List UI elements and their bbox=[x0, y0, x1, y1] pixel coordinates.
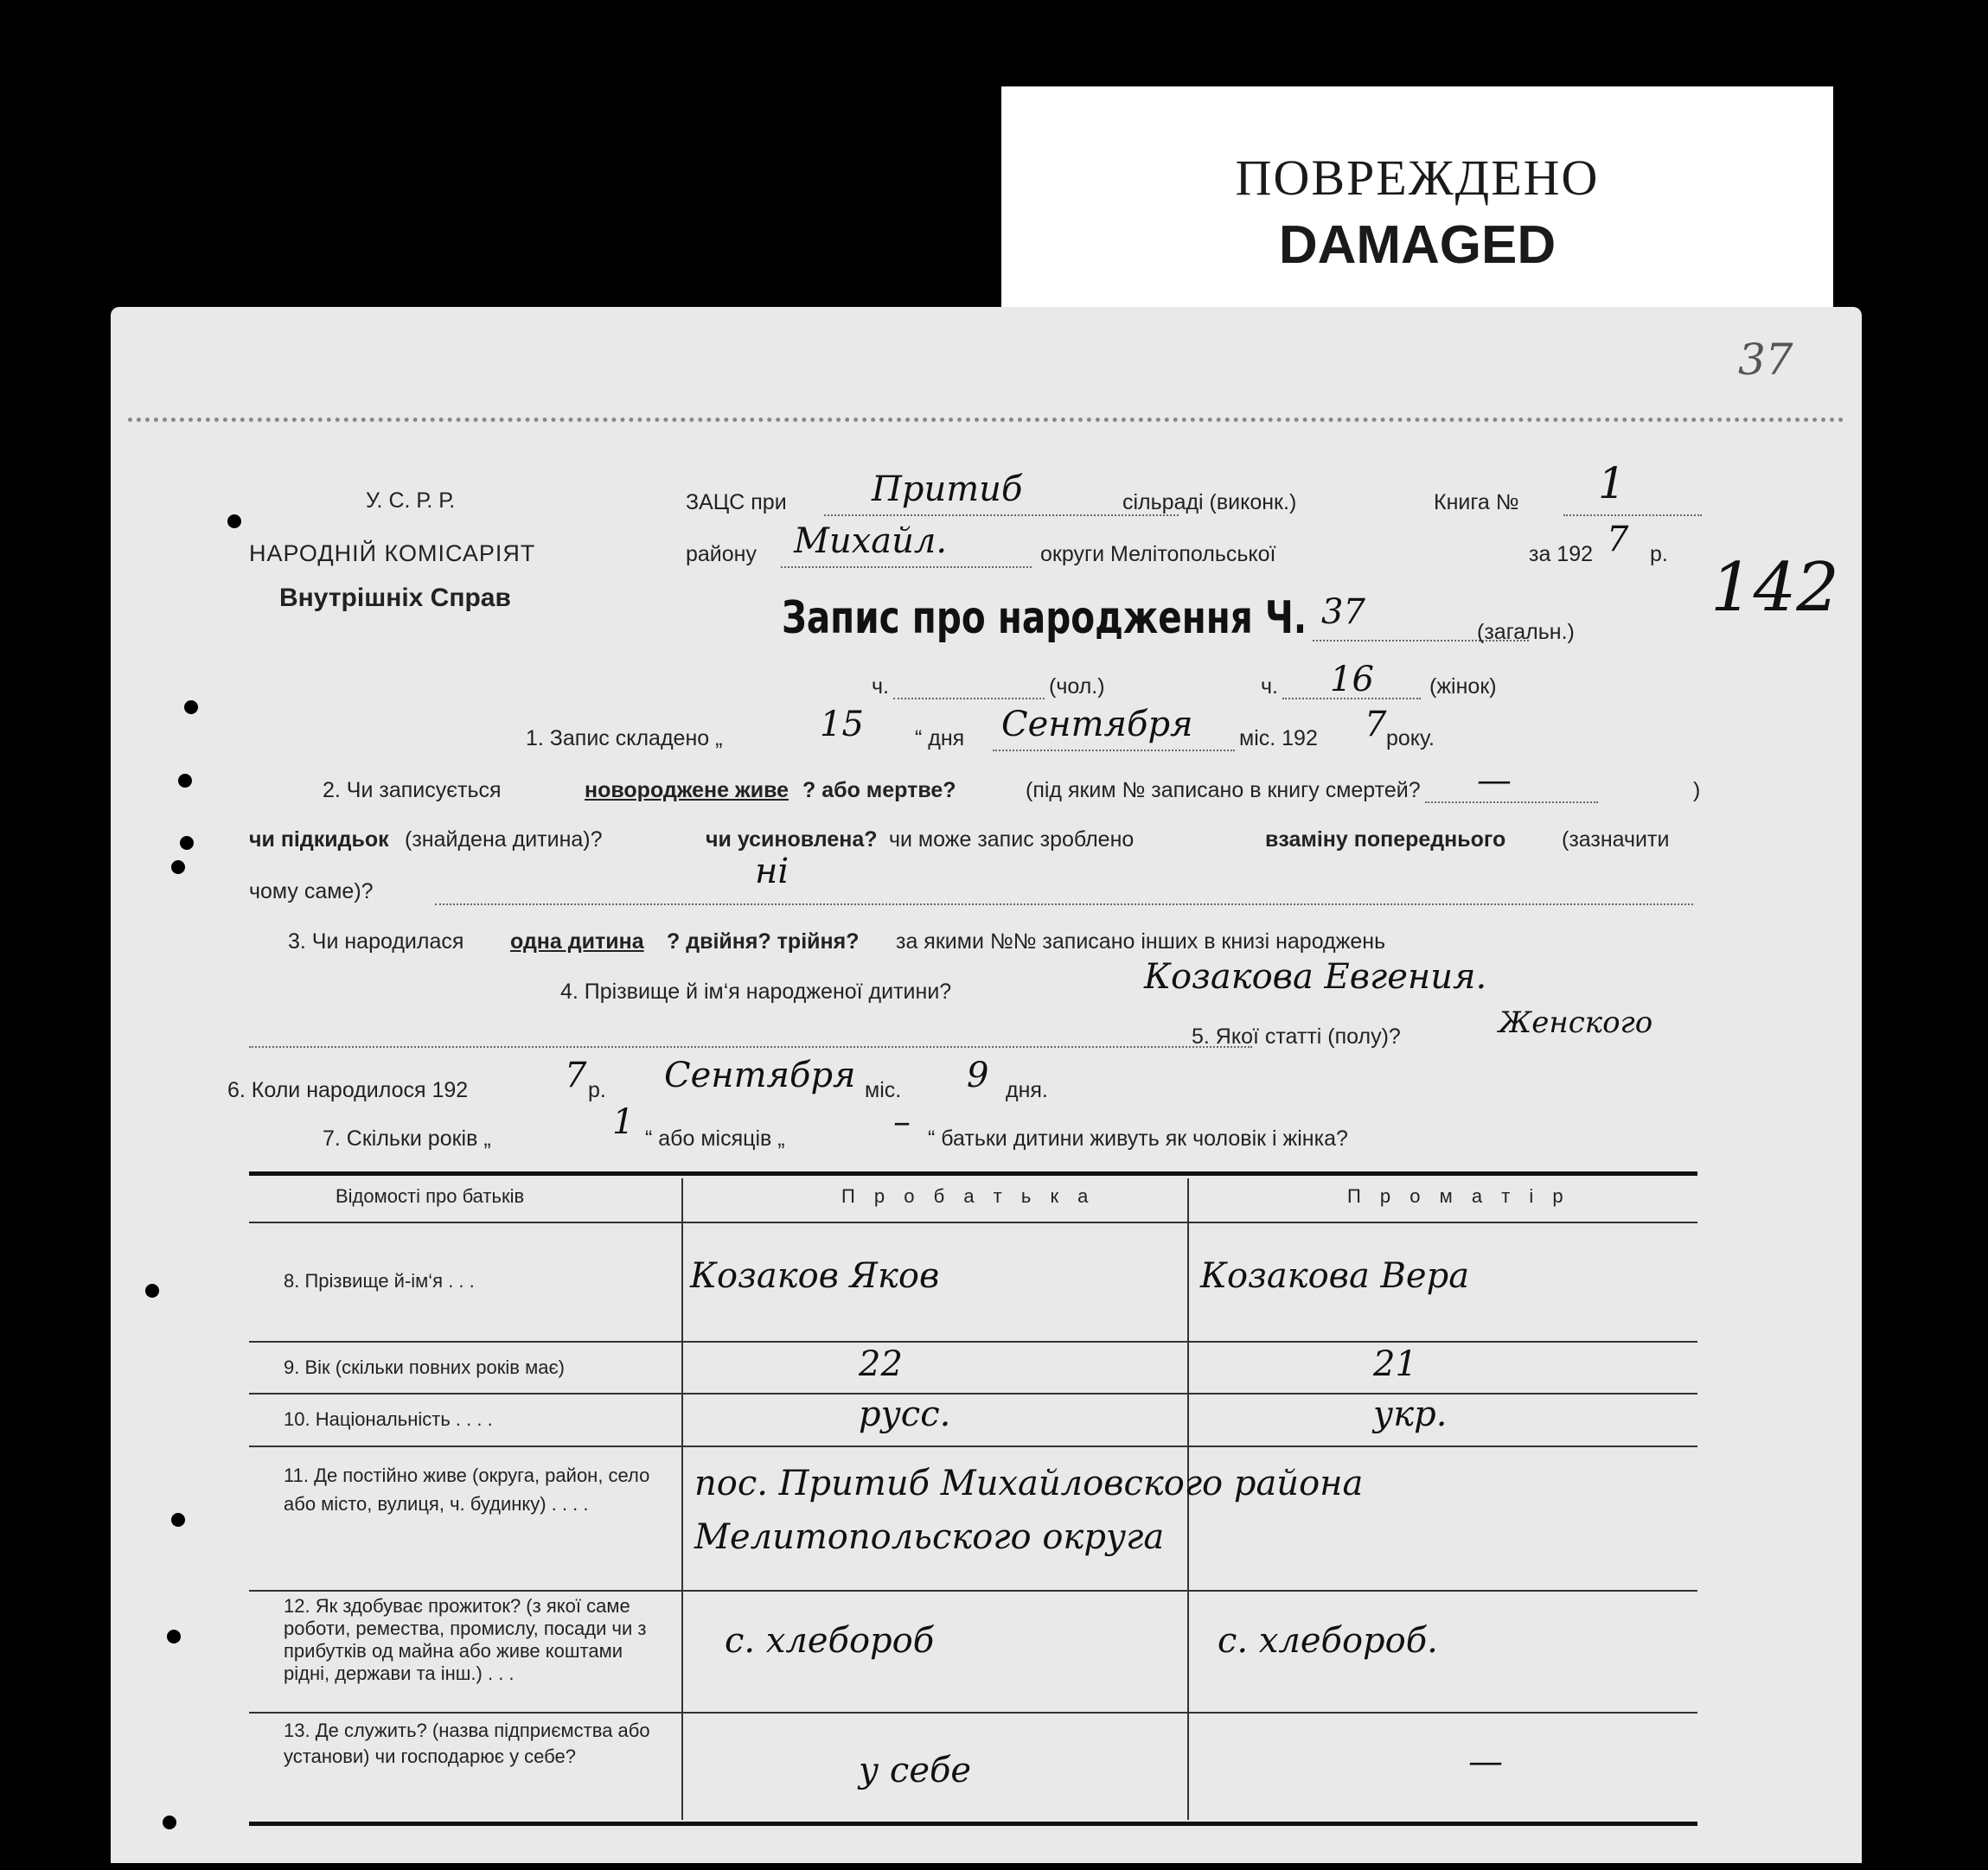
punch-hole bbox=[171, 860, 185, 874]
q4-handwriting: Козакова Евгения. bbox=[1144, 957, 1487, 997]
q2-line1-d: (під яким № записано в книгу смертей? bbox=[1026, 778, 1421, 802]
punch-hole bbox=[145, 1284, 159, 1298]
q3-b: одна дитина bbox=[510, 929, 644, 954]
birth-record-form bbox=[111, 307, 1862, 1863]
row-label-residence: 11. Де постійно живе (округа, район, село або місто, вулиця, ч. будинку) . . . . bbox=[284, 1465, 650, 1515]
q2-line2-d: чи може запис зроблено bbox=[889, 827, 1135, 852]
father-livelihood: с. хлебороб bbox=[725, 1621, 935, 1661]
archive-page-number: 37 bbox=[1738, 335, 1793, 385]
q2-line2-e: взаміну попереднього bbox=[1265, 827, 1506, 852]
row-label-nationality: 10. Національність . . . . bbox=[284, 1408, 493, 1430]
father-residence: пос. Притиб Михайловского района Мелитопольского округа bbox=[694, 1464, 1364, 1557]
q5-handwriting: Женского bbox=[1499, 1005, 1653, 1040]
book-line bbox=[1563, 514, 1702, 516]
q3-a: 3. Чи народилася bbox=[288, 929, 464, 954]
q2-line2-a: чи підкидьок bbox=[249, 827, 389, 852]
q4-label: 4. Прізвище й ім‘я народженої дитини? bbox=[560, 980, 952, 1004]
male-label: (чол.) bbox=[1049, 674, 1105, 699]
q6-day-handwriting: 9 bbox=[967, 1056, 989, 1095]
q6-dnya: дня. bbox=[1006, 1078, 1048, 1102]
punch-hole bbox=[184, 700, 198, 714]
q6-r: р. bbox=[588, 1078, 606, 1102]
year-prefix: за 192 bbox=[1529, 542, 1594, 566]
punch-hole bbox=[178, 774, 192, 788]
q1-mis: міс. 192 bbox=[1239, 726, 1318, 750]
father-nationality: русс. bbox=[859, 1395, 951, 1434]
row-label-name: 8. Прізвище й-ім‘я . . . bbox=[284, 1270, 475, 1292]
row-label-livelihood: 12. Як здобуває прожиток? (з якої саме роботи, ремества, промислу, посади чи з прибутків од майна або живе коштами рідні, держави та інш.) . . . bbox=[284, 1595, 647, 1684]
col-header-info: Відомості про батьків bbox=[336, 1185, 525, 1207]
q3-d: за якими №№ записано інших в книзі народжень bbox=[896, 929, 1386, 954]
q2-line1-e: ) bbox=[1693, 778, 1701, 802]
district-handwriting: Михайл. bbox=[794, 521, 948, 561]
male-line bbox=[893, 698, 1045, 699]
q5-lead-dots bbox=[249, 1046, 1252, 1048]
q6-mis: міс. bbox=[865, 1078, 902, 1102]
record-number-handwriting: 37 bbox=[1321, 592, 1365, 632]
father-name: Козаков Яков bbox=[690, 1256, 940, 1296]
q2-line1-b: новороджене живе bbox=[585, 778, 789, 802]
damaged-label-ru: ПОВРЕЖДЕНО bbox=[1235, 150, 1600, 206]
q7-months-handwriting: – bbox=[893, 1102, 911, 1142]
father-employment: у себе bbox=[859, 1751, 972, 1790]
female-label: (жінок) bbox=[1429, 674, 1497, 699]
q6-year-handwriting: 7 bbox=[565, 1056, 587, 1095]
col-header-father: П р о б а т ь к а bbox=[841, 1185, 1096, 1207]
zags-prefix: ЗАЦС при bbox=[686, 490, 787, 514]
side-record-number: 142 bbox=[1710, 549, 1839, 627]
q1-mid: “ дня bbox=[915, 726, 965, 750]
zags-handwriting: Притиб bbox=[872, 469, 1023, 509]
father-age: 22 bbox=[859, 1344, 903, 1384]
q6-prefix: 6. Коли народилося 192 bbox=[227, 1078, 469, 1102]
q1-day-handwriting: 15 bbox=[820, 705, 864, 744]
q1-month-handwriting: Сентября bbox=[1001, 705, 1193, 744]
q2-line1-a: 2. Чи записується bbox=[323, 778, 502, 802]
q7-years-handwriting: 1 bbox=[612, 1102, 635, 1142]
mother-livelihood: с. хлебороб. bbox=[1218, 1621, 1438, 1661]
parents-table bbox=[249, 1171, 1697, 1827]
q2-line3-handwriting: ні bbox=[755, 852, 789, 891]
q1-prefix: 1. Запис складено „ bbox=[526, 726, 723, 750]
mother-name: Козакова Вера bbox=[1200, 1256, 1470, 1296]
q2-line3: чому саме)? bbox=[249, 879, 374, 903]
q1-month-line bbox=[993, 750, 1235, 751]
damaged-label-en: DAMAGED bbox=[1278, 215, 1557, 275]
q1-year-handwriting: 7 bbox=[1365, 705, 1387, 744]
q5-label: 5. Якої статті (полу)? bbox=[1192, 1024, 1401, 1049]
perforation-line bbox=[128, 418, 1844, 422]
general-label: (загальн.) bbox=[1477, 620, 1575, 644]
punch-hole bbox=[171, 1513, 185, 1527]
year-suffix: р. bbox=[1650, 542, 1668, 566]
q2-line1-dots bbox=[1425, 801, 1598, 803]
ministry-label: Внутрішніх Справ bbox=[279, 584, 511, 612]
row-label-employment: 13. Де служить? (назва підприємства або установи) чи господарює у себе? bbox=[284, 1720, 650, 1767]
female-ch: ч. bbox=[1261, 674, 1278, 699]
q1-suffix: року. bbox=[1386, 726, 1435, 750]
district-line bbox=[781, 566, 1032, 568]
punch-hole bbox=[180, 836, 194, 850]
ussr-label: У. С. Р. Р. bbox=[366, 488, 456, 513]
q2-line2-b: (знайдена дитина)? bbox=[405, 827, 603, 852]
punch-hole bbox=[167, 1630, 181, 1643]
punch-hole bbox=[227, 514, 241, 528]
row-label-age: 9. Вік (скільки повних років має) bbox=[284, 1356, 566, 1378]
q2-line1-handwriting: — bbox=[1477, 761, 1512, 801]
female-count-handwriting: 16 bbox=[1330, 660, 1374, 699]
mother-age: 21 bbox=[1373, 1344, 1417, 1384]
selrada-label: сільраді (виконк.) bbox=[1122, 490, 1297, 514]
q7-prefix: 7. Скільки років „ bbox=[323, 1126, 491, 1151]
male-ch: ч. bbox=[872, 674, 889, 699]
punch-hole bbox=[163, 1816, 176, 1829]
col-header-mother: П р о м а т і р bbox=[1347, 1185, 1570, 1207]
q2-line2-f: (зазначити bbox=[1562, 827, 1670, 852]
q7-mid: “ або місяців „ bbox=[645, 1126, 785, 1151]
q7-suffix: “ батьки дитини живуть як чоловік і жінка? bbox=[928, 1126, 1348, 1151]
damaged-label-card bbox=[1001, 86, 1833, 324]
q2-line2-c: чи усиновлена? bbox=[706, 827, 878, 852]
okrug-label: округи Мелітопольської bbox=[1040, 542, 1276, 566]
mother-employment: — bbox=[1468, 1742, 1503, 1782]
q2-line1-c: ? або мертве? bbox=[802, 778, 956, 802]
q6-month-handwriting: Сентября bbox=[664, 1056, 856, 1095]
year-handwriting: 7 bbox=[1607, 520, 1629, 559]
mother-nationality: укр. bbox=[1373, 1395, 1448, 1434]
form-title: Запис про народження Ч. bbox=[782, 592, 1307, 644]
district-prefix: району bbox=[686, 542, 757, 566]
book-handwriting: 1 bbox=[1598, 458, 1626, 508]
q3-c: ? двійня? трійня? bbox=[667, 929, 860, 954]
q2-line3-dots bbox=[435, 903, 1693, 905]
commissariat-label: НАРОДНІЙ КОМІСАРІЯТ bbox=[249, 540, 536, 566]
book-label: Книга № bbox=[1434, 490, 1519, 514]
